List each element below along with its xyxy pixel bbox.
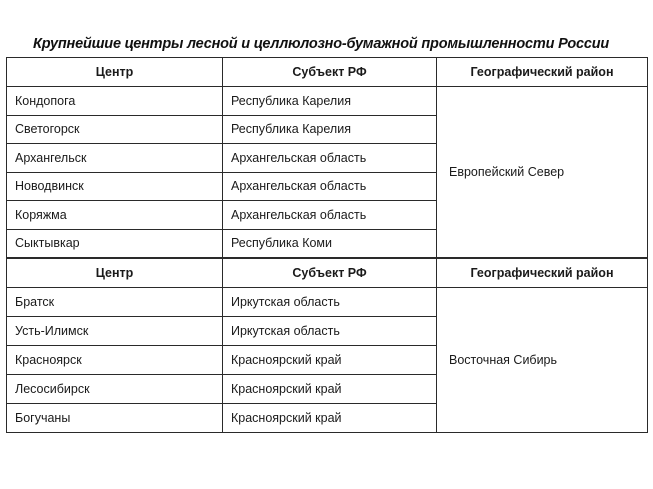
cell-center: Красноярск: [7, 346, 223, 375]
cell-subject: Республика Коми: [223, 229, 437, 258]
cell-subject: Иркутская область: [223, 317, 437, 346]
cell-center: Кондопога: [7, 87, 223, 116]
cell-center: Усть-Илимск: [7, 317, 223, 346]
column-header-subject: Субъект РФ: [223, 58, 437, 87]
column-header-region: Географический район: [437, 259, 648, 288]
cell-subject: Архангельская область: [223, 201, 437, 230]
cell-subject: Красноярский край: [223, 404, 437, 433]
table-header-row: [7, 58, 648, 87]
table-european-north: [6, 57, 648, 258]
cell-subject: Республика Карелия: [223, 115, 437, 144]
cell-region: Европейский Север: [437, 87, 648, 258]
cell-center: Богучаны: [7, 404, 223, 433]
table-row: [7, 87, 648, 116]
page-title: Крупнейшие центры лесной и целлюлозно-бумажной промышленности России: [33, 36, 610, 52]
cell-subject: Республика Карелия: [223, 87, 437, 116]
column-header-subject: Субъект РФ: [223, 259, 437, 288]
cell-center: Новодвинск: [7, 172, 223, 201]
cell-center: Сыктывкар: [7, 229, 223, 258]
column-header-region: Географический район: [437, 58, 648, 87]
column-header-center: Центр: [7, 58, 223, 87]
cell-subject: Красноярский край: [223, 375, 437, 404]
cell-center: Коряжма: [7, 201, 223, 230]
cell-subject: Красноярский край: [223, 346, 437, 375]
table-east-siberia: [6, 258, 648, 433]
cell-center: Светогорск: [7, 115, 223, 144]
column-header-center: Центр: [7, 259, 223, 288]
table-header-row: [7, 259, 648, 288]
cell-region: Восточная Сибирь: [437, 288, 648, 433]
cell-subject: Иркутская область: [223, 288, 437, 317]
cell-subject: Архангельская область: [223, 144, 437, 173]
cell-subject: Архангельская область: [223, 172, 437, 201]
table-row: [7, 288, 648, 317]
cell-center: Архангельск: [7, 144, 223, 173]
cell-center: Лесосибирск: [7, 375, 223, 404]
cell-center: Братск: [7, 288, 223, 317]
